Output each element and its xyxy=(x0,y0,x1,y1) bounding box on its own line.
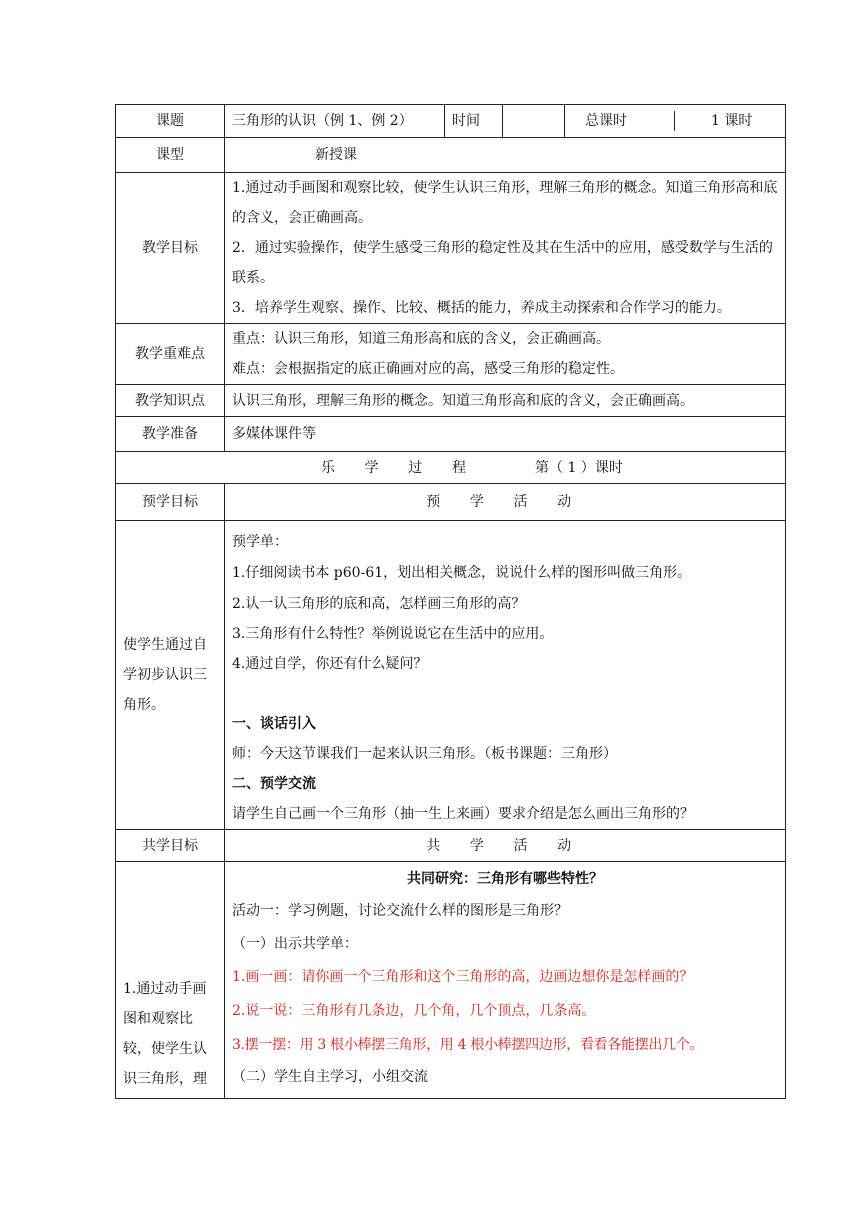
task-item: 3.摆一摆：用 3 根小棒摆三角形，用 4 根小棒摆四边形，看看各能摆出几个。 xyxy=(232,1037,704,1053)
cowork-cell xyxy=(225,862,786,1099)
activity-one: 活动一：学习例题，讨论交流什么样的图形是三角形？ xyxy=(232,903,568,919)
knowledge-row xyxy=(116,385,786,417)
lesson-plan-table xyxy=(115,104,786,1099)
goal-item: 2．通过实验操作，使学生感受三角形的稳定性及其在生活中的应用，感受数学与生活的联系。 xyxy=(232,240,773,286)
preview-question: 3.三角形有什么特性？举例说说它在生活中的应用。 xyxy=(232,626,554,642)
time-label: 时间 xyxy=(445,105,503,138)
header-row xyxy=(116,105,786,138)
knowledge-label: 教学知识点 xyxy=(116,385,225,417)
goals-cell xyxy=(225,173,786,324)
goal-item: 1.通过动手画图和观察比较，使学生认识三角形，理解三角形的概念。知道三角形高和底的含义，会正确画高。 xyxy=(232,180,778,226)
total-label: 总课时 xyxy=(565,111,675,131)
goals-label: 教学目标 xyxy=(116,173,225,324)
type-label: 课型 xyxy=(116,138,225,173)
intro-text: 师：今天这节课我们一起来认识三角形。（板书课题：三角形） xyxy=(232,746,617,762)
preview-content-row xyxy=(116,521,786,830)
key-points-cell xyxy=(225,324,786,385)
exchange-heading: 二、预学交流 xyxy=(232,776,316,792)
key-points-label: 教学重难点 xyxy=(116,324,225,385)
intro-heading: 一、谈话引入 xyxy=(232,716,316,732)
type-row xyxy=(116,138,786,173)
cowork-content-row xyxy=(116,862,786,1099)
prep-row xyxy=(116,417,786,452)
topic-label: 课题 xyxy=(116,105,225,138)
preview-header-row xyxy=(116,484,786,521)
preview-goal-header: 预学目标 xyxy=(116,484,225,521)
key-points-row xyxy=(116,324,786,385)
self-study: （二）学生自主学习，小组交流 xyxy=(232,1069,428,1085)
process-title: 乐 学 过 程 xyxy=(321,459,479,476)
preview-sheet-title: 预学单： xyxy=(232,534,288,550)
key-point-item: 重点：认识三角形，知道三角形高和底的含义，会正确画高。 xyxy=(232,331,610,347)
preview-question: 1.仔细阅读书本 p60-61，划出相关概念，说说什么样的图形叫做三角形。 xyxy=(232,565,692,581)
type-value: 新授课 xyxy=(225,138,786,173)
exchange-text: 请学生自己画一个三角形（抽一生上来画）要求介绍是怎么画出三角形的？ xyxy=(232,806,694,822)
preview-goal-text: 使学生通过自学初步认识三角形。 xyxy=(116,521,225,830)
cowork-activity-header: 共 学 活 动 xyxy=(426,837,584,854)
process-row xyxy=(116,452,786,484)
goals-row xyxy=(116,173,786,324)
preview-activity-header: 预 学 活 动 xyxy=(426,494,584,510)
task-item: 2.说一说：三角形有几条边，几个角，几个顶点，几条高。 xyxy=(232,1003,596,1019)
process-session: 第（ 1 ）课时 xyxy=(535,459,623,476)
cowork-goal-header: 共学目标 xyxy=(116,830,225,862)
cowork-goal-text: 1.通过动手画图和观察比较，使学生认识三角形，理 xyxy=(116,862,225,1099)
research-title: 共同研究：三角形有哪些特性？ xyxy=(407,871,603,887)
preview-question: 4.通过自学，你还有什么疑问？ xyxy=(232,656,428,672)
key-point-item: 难点：会根据指定的底正确画对应的高，感受三角形的稳定性。 xyxy=(232,361,624,377)
lesson-plan-sheet xyxy=(115,104,785,1099)
preview-question: 2.认一认三角形的底和高，怎样画三角形的高？ xyxy=(232,596,526,612)
topic-value: 三角形的认识（例 1、例 2） xyxy=(225,105,445,138)
task-item: 1.画一画：请你画一个三角形和这个三角形的高，边画边想你是怎样画的？ xyxy=(232,969,694,985)
goal-item: 3．培养学生观察、操作、比较、概括的能力，养成主动探索和合作学习的能力。 xyxy=(232,300,731,316)
cowork-header-row xyxy=(116,830,786,862)
show-sheet: （一）出示共学单： xyxy=(232,936,358,952)
knowledge-value: 认识三角形，理解三角形的概念。知道三角形高和底的含义，会正确画高。 xyxy=(225,385,786,417)
prep-value: 多媒体课件等 xyxy=(225,417,786,452)
total-value: 1 课时 xyxy=(711,113,753,129)
time-value xyxy=(503,105,565,138)
prep-label: 教学准备 xyxy=(116,417,225,452)
preview-cell xyxy=(225,521,786,830)
